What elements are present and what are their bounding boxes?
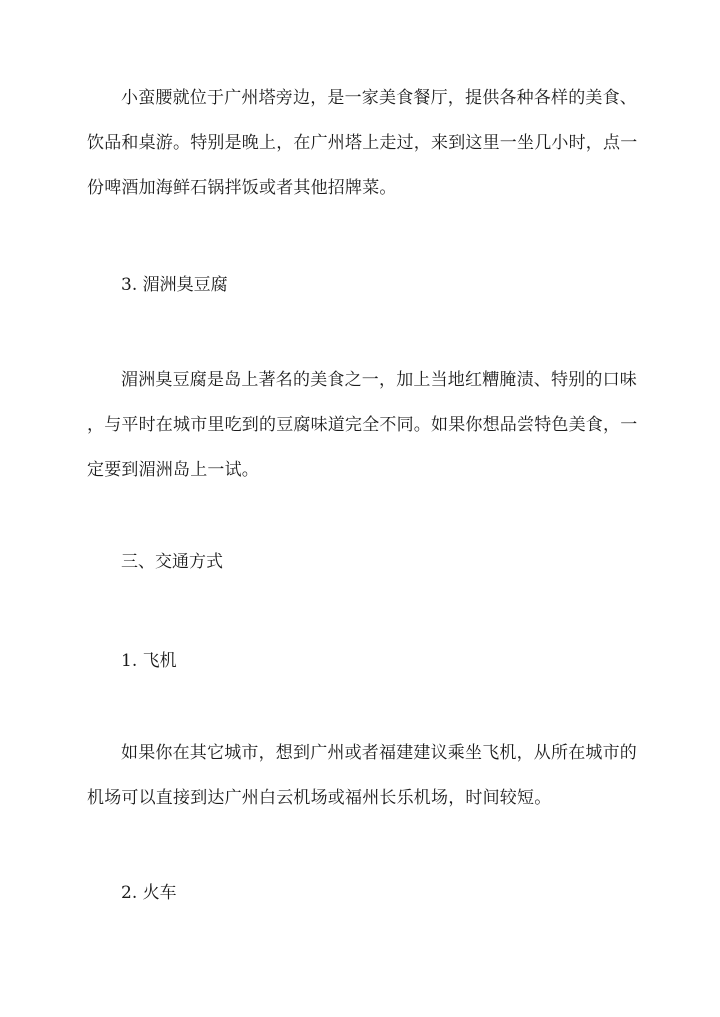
subheading-train: 2. 火车 bbox=[121, 883, 177, 903]
section-heading-transportation: 三、交通方式 bbox=[121, 552, 223, 572]
paragraph-line: 机场可以直接到达广州白云机场或福州长乐机场，时间较短。 bbox=[87, 788, 552, 808]
paragraph-line: ，与平时在城市里吃到的豆腐味道完全不同。如果你想品尝特色美食，一 bbox=[87, 415, 638, 435]
paragraph-line: 小蛮腰就位于广州塔旁边，是一家美食餐厅，提供各种各样的美食、 bbox=[121, 88, 637, 108]
subheading-stinky-tofu: 3. 湄洲臭豆腐 bbox=[121, 275, 228, 295]
paragraph-line: 饮品和桌游。特别是晚上，在广州塔上走过，来到这里一坐几小时，点一 bbox=[87, 133, 638, 153]
paragraph-line: 定要到湄洲岛上一试。 bbox=[87, 460, 259, 480]
paragraph-line: 份啤酒加海鲜石锅拌饭或者其他招牌菜。 bbox=[87, 178, 397, 198]
paragraph-line: 湄洲臭豆腐是岛上著名的美食之一，加上当地红糟腌渍、特别的口味 bbox=[121, 370, 637, 390]
subheading-airplane: 1. 飞机 bbox=[121, 651, 177, 671]
paragraph-line: 如果你在其它城市，想到广州或者福建建议乘坐飞机，从所在城市的 bbox=[121, 743, 637, 763]
